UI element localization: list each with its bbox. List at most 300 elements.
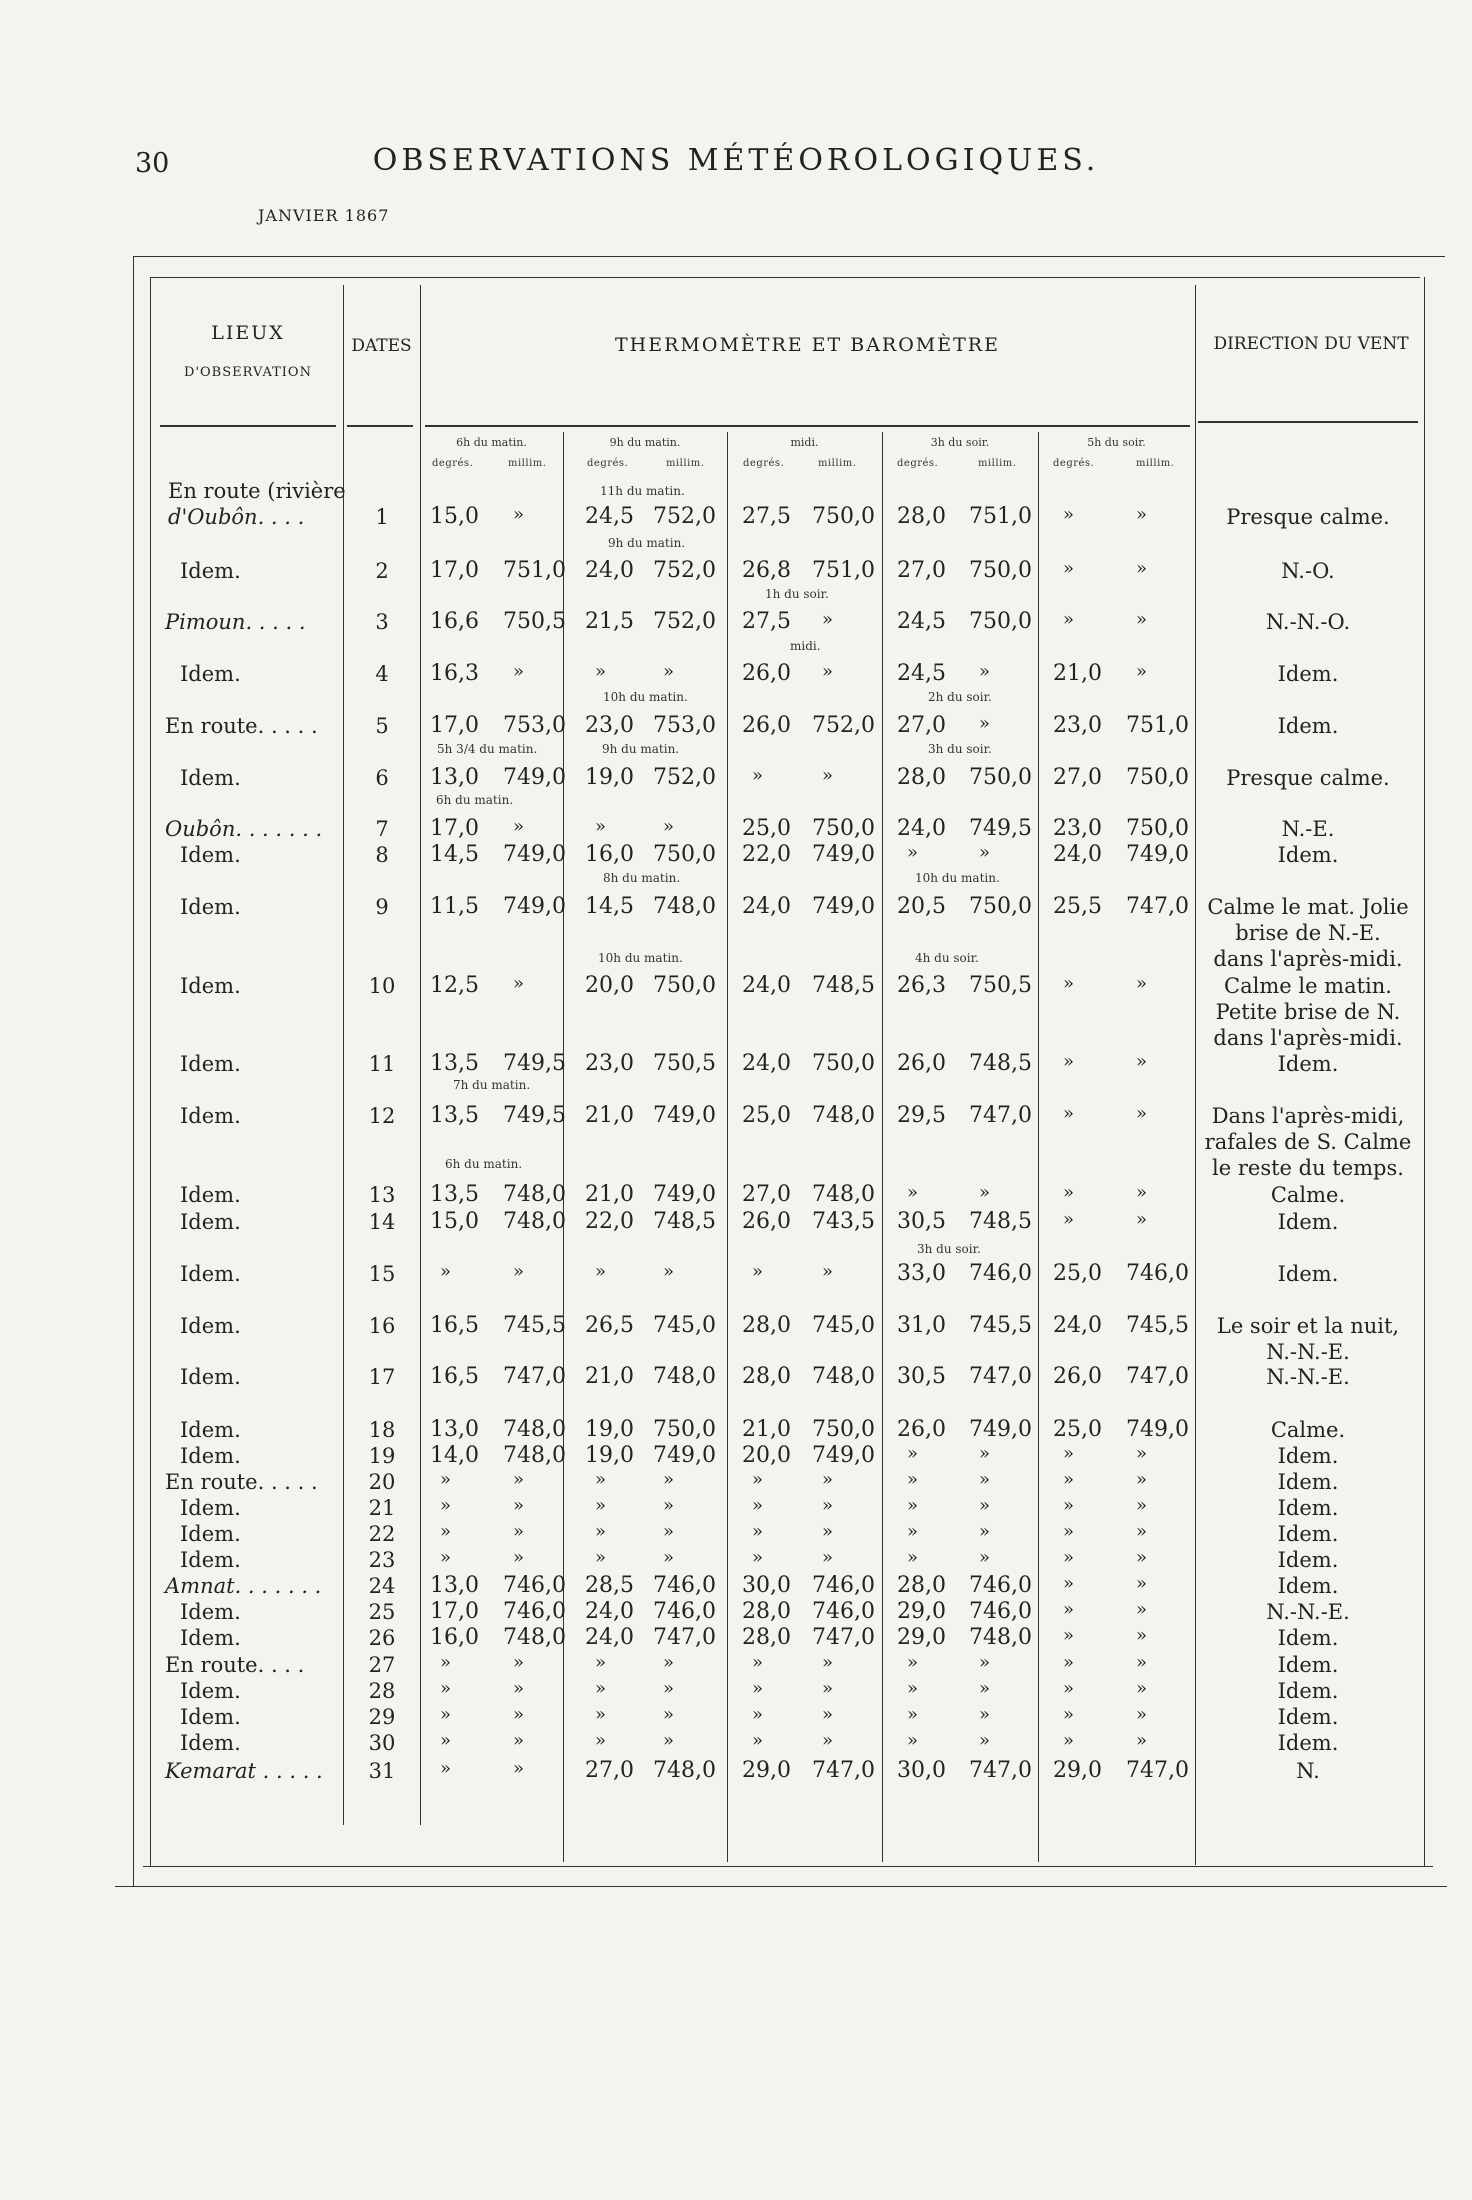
value-cell: » xyxy=(907,1678,919,1699)
value-cell: » xyxy=(1136,1625,1148,1646)
location-cell: En route (rivière xyxy=(168,479,346,503)
location-cell: Idem. xyxy=(180,1731,241,1755)
location-cell: Oubôn. . . . . . . xyxy=(165,817,323,841)
time-annotation: 10h du matin. xyxy=(603,690,688,704)
value-cell: 749,0 xyxy=(1126,842,1189,867)
unit-degres: degrés. xyxy=(743,458,785,469)
value-cell: 16,5 xyxy=(430,1364,479,1389)
value-cell: 28,0 xyxy=(742,1364,791,1389)
value-cell: » xyxy=(1136,1547,1148,1568)
value-cell: 24,0 xyxy=(742,894,791,919)
value-cell: » xyxy=(979,1521,991,1542)
value-cell: » xyxy=(663,1704,675,1725)
value-cell: 752,0 xyxy=(653,558,716,583)
wind-cell: Idem. xyxy=(1277,714,1339,738)
value-cell: 30,0 xyxy=(897,1758,946,1783)
value-cell: » xyxy=(1136,1209,1148,1230)
wind-cell: N. xyxy=(1296,1759,1320,1783)
value-cell: 19,0 xyxy=(585,765,634,790)
value-cell: » xyxy=(752,1495,764,1516)
location-cell: Idem. xyxy=(180,662,241,686)
value-cell: 24,5 xyxy=(897,609,946,634)
date-cell: 3 xyxy=(375,610,389,634)
value-cell: 748,0 xyxy=(503,1209,566,1234)
location-cell: Idem. xyxy=(180,974,241,998)
wind-cell: Idem. xyxy=(1277,1626,1339,1650)
value-cell: » xyxy=(513,504,525,525)
wind-cell: N.-E. xyxy=(1281,817,1335,841)
value-cell: 749,5 xyxy=(969,816,1032,841)
location-cell: Pimoun. . . . . xyxy=(165,610,306,634)
location-cell: Idem. xyxy=(180,1365,241,1389)
value-cell: » xyxy=(1063,504,1075,525)
value-cell: 16,0 xyxy=(585,842,634,867)
value-cell: » xyxy=(513,816,525,837)
time-annotation: 8h du matin. xyxy=(603,871,681,885)
value-cell: 16,0 xyxy=(430,1625,479,1650)
header-thermo-baro: THERMOMÈTRE ET BAROMÈTRE xyxy=(615,334,1000,356)
wind-cell: dans l'après-midi. xyxy=(1213,947,1403,971)
value-cell: » xyxy=(1136,1521,1148,1542)
value-cell: 749,0 xyxy=(503,842,566,867)
value-cell: » xyxy=(1063,1443,1075,1464)
value-cell: » xyxy=(440,1521,452,1542)
value-cell: » xyxy=(907,1495,919,1516)
value-cell: » xyxy=(1136,504,1148,525)
value-cell: 26,0 xyxy=(1053,1364,1102,1389)
value-cell: 26,0 xyxy=(742,1209,791,1234)
value-cell: » xyxy=(979,1652,991,1673)
value-cell: 29,5 xyxy=(897,1103,946,1128)
value-cell: 24,0 xyxy=(585,558,634,583)
value-cell: » xyxy=(1136,661,1148,682)
wind-cell: N.-N.-E. xyxy=(1266,1365,1350,1389)
value-cell: » xyxy=(1063,1625,1075,1646)
value-cell: » xyxy=(440,1469,452,1490)
value-cell: 749,0 xyxy=(1126,1417,1189,1442)
time-header-3h: 3h du soir. xyxy=(930,436,990,449)
location-cell: Idem. xyxy=(180,1679,241,1703)
value-cell: 746,0 xyxy=(812,1573,875,1598)
date-cell: 28 xyxy=(368,1679,396,1703)
value-cell: » xyxy=(1063,1652,1075,1673)
date-cell: 20 xyxy=(368,1470,396,1494)
value-cell: 750,0 xyxy=(969,558,1032,583)
value-cell: 13,0 xyxy=(430,765,479,790)
value-cell: 746,0 xyxy=(503,1599,566,1624)
value-cell: » xyxy=(663,1547,675,1568)
date-cell: 17 xyxy=(368,1365,396,1389)
value-cell: 25,0 xyxy=(1053,1261,1102,1286)
value-cell: 26,8 xyxy=(742,558,791,583)
value-cell: 27,0 xyxy=(742,1182,791,1207)
value-cell: » xyxy=(595,1652,607,1673)
value-cell: 28,0 xyxy=(897,1573,946,1598)
location-cell: Idem. xyxy=(180,1626,241,1650)
value-cell: » xyxy=(440,1652,452,1673)
location-cell: Amnat. . . . . . . xyxy=(165,1574,322,1598)
value-cell: » xyxy=(1063,1599,1075,1620)
value-cell: » xyxy=(979,661,991,682)
value-cell: 13,0 xyxy=(430,1573,479,1598)
value-cell: 750,0 xyxy=(653,973,716,998)
wind-cell: Idem. xyxy=(1277,1731,1339,1755)
value-cell: 749,0 xyxy=(653,1443,716,1468)
value-cell: » xyxy=(440,1261,452,1282)
date-cell: 11 xyxy=(368,1052,396,1076)
value-cell: 20,5 xyxy=(897,894,946,919)
time-annotation: 5h 3/4 du matin. xyxy=(437,742,538,756)
value-cell: » xyxy=(663,1652,675,1673)
value-cell: 20,0 xyxy=(742,1443,791,1468)
date-cell: 23 xyxy=(368,1548,396,1572)
value-cell: 749,0 xyxy=(503,765,566,790)
value-cell: » xyxy=(1136,973,1148,994)
value-cell: 748,0 xyxy=(653,1758,716,1783)
date-cell: 7 xyxy=(375,817,389,841)
value-cell: 29,0 xyxy=(897,1625,946,1650)
value-cell: 11,5 xyxy=(430,894,479,919)
location-cell: Idem. xyxy=(180,1210,241,1234)
value-cell: » xyxy=(440,1704,452,1725)
value-cell: » xyxy=(752,1704,764,1725)
value-cell: 24,0 xyxy=(1053,1313,1102,1338)
time-annotation: 4h du soir. xyxy=(915,951,979,965)
value-cell: 746,0 xyxy=(969,1261,1032,1286)
value-cell: » xyxy=(822,1730,834,1751)
value-cell: » xyxy=(822,1469,834,1490)
wind-cell: Idem. xyxy=(1277,1705,1339,1729)
value-cell: 23,0 xyxy=(1053,816,1102,841)
value-cell: 752,0 xyxy=(653,765,716,790)
value-cell: » xyxy=(1063,1573,1075,1594)
value-cell: 748,0 xyxy=(503,1182,566,1207)
value-cell: 27,0 xyxy=(1053,765,1102,790)
value-cell: 25,5 xyxy=(1053,894,1102,919)
value-cell: 24,5 xyxy=(897,661,946,686)
value-cell: » xyxy=(663,1521,675,1542)
value-cell: » xyxy=(513,973,525,994)
value-cell: » xyxy=(907,1730,919,1751)
value-cell: 746,0 xyxy=(812,1599,875,1624)
value-cell: 749,0 xyxy=(503,894,566,919)
value-cell: » xyxy=(752,765,764,786)
value-cell: 751,0 xyxy=(503,558,566,583)
value-cell: » xyxy=(907,1469,919,1490)
value-cell: 747,0 xyxy=(969,1364,1032,1389)
value-cell: » xyxy=(440,1730,452,1751)
value-cell: » xyxy=(822,609,834,630)
value-cell: » xyxy=(595,1547,607,1568)
value-cell: 27,5 xyxy=(742,504,791,529)
value-cell: 25,0 xyxy=(742,1103,791,1128)
value-cell: 13,5 xyxy=(430,1051,479,1076)
value-cell: 30,0 xyxy=(742,1573,791,1598)
value-cell: 752,0 xyxy=(653,504,716,529)
value-cell: » xyxy=(513,1652,525,1673)
value-cell: » xyxy=(979,1469,991,1490)
value-cell: » xyxy=(822,1652,834,1673)
value-cell: 28,0 xyxy=(742,1625,791,1650)
value-cell: » xyxy=(1136,1051,1148,1072)
location-cell: Idem. xyxy=(180,1262,241,1286)
value-cell: 24,0 xyxy=(585,1599,634,1624)
value-cell: 753,0 xyxy=(653,713,716,738)
location-cell: En route. . . . xyxy=(165,1653,305,1677)
wind-cell: N.-N.-E. xyxy=(1266,1340,1350,1364)
value-cell: 19,0 xyxy=(585,1443,634,1468)
value-cell: 29,0 xyxy=(1053,1758,1102,1783)
date-cell: 13 xyxy=(368,1183,396,1207)
unit-degres: degrés. xyxy=(587,458,629,469)
value-cell: 23,0 xyxy=(585,713,634,738)
value-cell: 748,0 xyxy=(812,1182,875,1207)
location-cell: Idem. xyxy=(180,1548,241,1572)
date-cell: 5 xyxy=(375,714,389,738)
wind-cell: Calme le mat. Jolie xyxy=(1207,895,1409,919)
month-label: JANVIER 1867 xyxy=(258,206,390,225)
value-cell: 22,0 xyxy=(742,842,791,867)
value-cell: 750,0 xyxy=(653,842,716,867)
value-cell: » xyxy=(1136,1652,1148,1673)
value-cell: » xyxy=(663,1469,675,1490)
value-cell: 745,5 xyxy=(503,1313,566,1338)
wind-cell: le reste du temps. xyxy=(1212,1156,1404,1180)
value-cell: » xyxy=(752,1469,764,1490)
value-cell: 14,5 xyxy=(585,894,634,919)
value-cell: » xyxy=(1063,1704,1075,1725)
value-cell: » xyxy=(663,816,675,837)
date-cell: 2 xyxy=(375,559,389,583)
value-cell: 747,0 xyxy=(653,1625,716,1650)
wind-cell: Le soir et la nuit, xyxy=(1216,1314,1400,1338)
value-cell: 750,0 xyxy=(969,894,1032,919)
wind-cell: Idem. xyxy=(1277,1470,1339,1494)
value-cell: » xyxy=(979,713,991,734)
value-cell: 747,0 xyxy=(969,1103,1032,1128)
value-cell: » xyxy=(1063,1495,1075,1516)
wind-cell: Idem. xyxy=(1277,662,1339,686)
unit-millim: millim. xyxy=(1136,458,1175,469)
value-cell: » xyxy=(1136,558,1148,579)
value-cell: » xyxy=(595,661,607,682)
value-cell: 14,5 xyxy=(430,842,479,867)
time-annotation: 11h du matin. xyxy=(600,484,685,498)
value-cell: 753,0 xyxy=(503,713,566,738)
value-cell: » xyxy=(513,1469,525,1490)
location-cell: Idem. xyxy=(180,895,241,919)
wind-cell: rafales de S. Calme xyxy=(1204,1130,1412,1154)
time-header-6h: 6h du matin. xyxy=(456,436,527,449)
value-cell: 21,0 xyxy=(585,1103,634,1128)
value-cell: 21,0 xyxy=(585,1364,634,1389)
wind-cell: Idem. xyxy=(1277,1574,1339,1598)
value-cell: 26,3 xyxy=(897,973,946,998)
value-cell: » xyxy=(1136,1495,1148,1516)
date-cell: 10 xyxy=(368,974,396,998)
unit-degres: degrés. xyxy=(432,458,474,469)
location-cell: Idem. xyxy=(180,1600,241,1624)
unit-millim: millim. xyxy=(978,458,1017,469)
value-cell: » xyxy=(595,816,607,837)
time-annotation: 9h du matin. xyxy=(602,742,680,756)
value-cell: 28,0 xyxy=(742,1599,791,1624)
value-cell: » xyxy=(979,1678,991,1699)
value-cell: » xyxy=(1063,609,1075,630)
running-head: OBSERVATIONS MÉTÉOROLOGIQUES. xyxy=(372,143,1100,178)
value-cell: 33,0 xyxy=(897,1261,946,1286)
value-cell: 748,0 xyxy=(812,1364,875,1389)
value-cell: » xyxy=(822,1547,834,1568)
value-cell: 21,0 xyxy=(742,1417,791,1442)
value-cell: » xyxy=(907,842,919,863)
value-cell: 748,0 xyxy=(503,1625,566,1650)
value-cell: 24,0 xyxy=(897,816,946,841)
value-cell: 30,5 xyxy=(897,1209,946,1234)
value-cell: 748,5 xyxy=(653,1209,716,1234)
value-cell: » xyxy=(1063,1521,1075,1542)
value-cell: 749,0 xyxy=(812,1443,875,1468)
value-cell: » xyxy=(752,1261,764,1282)
value-cell: » xyxy=(1063,1547,1075,1568)
value-cell: 26,0 xyxy=(897,1051,946,1076)
value-cell: 26,0 xyxy=(897,1417,946,1442)
value-cell: » xyxy=(979,842,991,863)
wind-cell: Presque calme. xyxy=(1226,505,1390,529)
time-header-9h: 9h du matin. xyxy=(609,436,681,449)
value-cell: 751,0 xyxy=(812,558,875,583)
value-cell: » xyxy=(663,1495,675,1516)
value-cell: 747,0 xyxy=(969,1758,1032,1783)
value-cell: 20,0 xyxy=(585,973,634,998)
value-cell: 752,0 xyxy=(812,713,875,738)
value-cell: » xyxy=(1136,1573,1148,1594)
value-cell: » xyxy=(907,1443,919,1464)
wind-cell: Calme. xyxy=(1270,1183,1346,1207)
value-cell: 749,5 xyxy=(503,1103,566,1128)
value-cell: 750,0 xyxy=(1126,765,1189,790)
wind-cell: Idem. xyxy=(1277,1210,1339,1234)
wind-cell: Idem. xyxy=(1277,1548,1339,1572)
value-cell: 748,0 xyxy=(812,1103,875,1128)
unit-millim: millim. xyxy=(666,458,705,469)
value-cell: » xyxy=(595,1730,607,1751)
time-annotation: 1h du soir. xyxy=(765,587,829,601)
value-cell: 21,0 xyxy=(585,1182,634,1207)
time-annotation: 2h du soir. xyxy=(928,690,992,704)
value-cell: 746,0 xyxy=(969,1573,1032,1598)
time-annotation: 10h du matin. xyxy=(915,871,1000,885)
value-cell: 29,0 xyxy=(742,1758,791,1783)
value-cell: » xyxy=(1136,1678,1148,1699)
wind-cell: Dans l'après-midi, xyxy=(1211,1104,1405,1128)
value-cell: 24,5 xyxy=(585,504,634,529)
location-cell: Idem. xyxy=(180,1444,241,1468)
value-cell: » xyxy=(663,1261,675,1282)
wind-cell: Idem. xyxy=(1277,1679,1339,1703)
location-cell: Idem. xyxy=(180,1104,241,1128)
value-cell: » xyxy=(1136,1443,1148,1464)
value-cell: 25,0 xyxy=(742,816,791,841)
value-cell: » xyxy=(907,1547,919,1568)
value-cell: 26,5 xyxy=(585,1313,634,1338)
value-cell: » xyxy=(979,1704,991,1725)
location-cell: Idem. xyxy=(180,843,241,867)
value-cell: 12,5 xyxy=(430,973,479,998)
value-cell: » xyxy=(1063,1103,1075,1124)
value-cell: 749,0 xyxy=(812,842,875,867)
wind-cell: Idem. xyxy=(1277,1522,1339,1546)
value-cell: 23,0 xyxy=(585,1051,634,1076)
unit-millim: millim. xyxy=(508,458,547,469)
value-cell: » xyxy=(595,1704,607,1725)
value-cell: 24,0 xyxy=(742,973,791,998)
location-cell: d'Oubôn. . . . xyxy=(168,505,305,529)
wind-cell: Idem. xyxy=(1277,1444,1339,1468)
value-cell: 30,5 xyxy=(897,1364,946,1389)
value-cell: 21,5 xyxy=(585,609,634,634)
wind-cell: N.-O. xyxy=(1281,559,1335,583)
value-cell: » xyxy=(907,1521,919,1542)
value-cell: 746,0 xyxy=(653,1573,716,1598)
value-cell: » xyxy=(595,1521,607,1542)
value-cell: 28,0 xyxy=(897,504,946,529)
location-cell: En route. . . . . xyxy=(165,714,318,738)
value-cell: 747,0 xyxy=(812,1758,875,1783)
value-cell: 748,0 xyxy=(969,1625,1032,1650)
wind-cell: Idem. xyxy=(1277,1496,1339,1520)
date-cell: 8 xyxy=(375,843,389,867)
value-cell: 750,0 xyxy=(812,504,875,529)
value-cell: » xyxy=(1063,1730,1075,1751)
date-cell: 1 xyxy=(375,505,389,529)
time-annotation: midi. xyxy=(790,639,821,653)
value-cell: » xyxy=(440,1678,452,1699)
wind-cell: brise de N.-E. xyxy=(1235,921,1381,945)
value-cell: 750,0 xyxy=(969,765,1032,790)
location-cell: Idem. xyxy=(180,766,241,790)
location-cell: Idem. xyxy=(180,1183,241,1207)
value-cell: 749,0 xyxy=(653,1103,716,1128)
value-cell: 27,0 xyxy=(585,1758,634,1783)
date-cell: 31 xyxy=(368,1759,396,1783)
value-cell: 750,0 xyxy=(812,1051,875,1076)
value-cell: » xyxy=(907,1652,919,1673)
value-cell: » xyxy=(907,1704,919,1725)
value-cell: » xyxy=(663,1730,675,1751)
header-dates: DATES xyxy=(351,336,412,356)
value-cell: 748,5 xyxy=(969,1051,1032,1076)
value-cell: 24,0 xyxy=(742,1051,791,1076)
value-cell: » xyxy=(440,1495,452,1516)
value-cell: » xyxy=(513,661,525,682)
value-cell: 750,5 xyxy=(503,609,566,634)
value-cell: » xyxy=(1136,609,1148,630)
value-cell: » xyxy=(513,1704,525,1725)
date-cell: 27 xyxy=(368,1653,396,1677)
date-cell: 14 xyxy=(368,1210,396,1234)
value-cell: 747,0 xyxy=(1126,894,1189,919)
value-cell: » xyxy=(513,1495,525,1516)
value-cell: 749,5 xyxy=(503,1051,566,1076)
value-cell: 28,0 xyxy=(742,1313,791,1338)
location-cell: Idem. xyxy=(180,559,241,583)
date-cell: 24 xyxy=(368,1574,396,1598)
value-cell: 23,0 xyxy=(1053,713,1102,738)
value-cell: » xyxy=(822,1678,834,1699)
date-cell: 22 xyxy=(368,1522,396,1546)
value-cell: » xyxy=(752,1521,764,1542)
